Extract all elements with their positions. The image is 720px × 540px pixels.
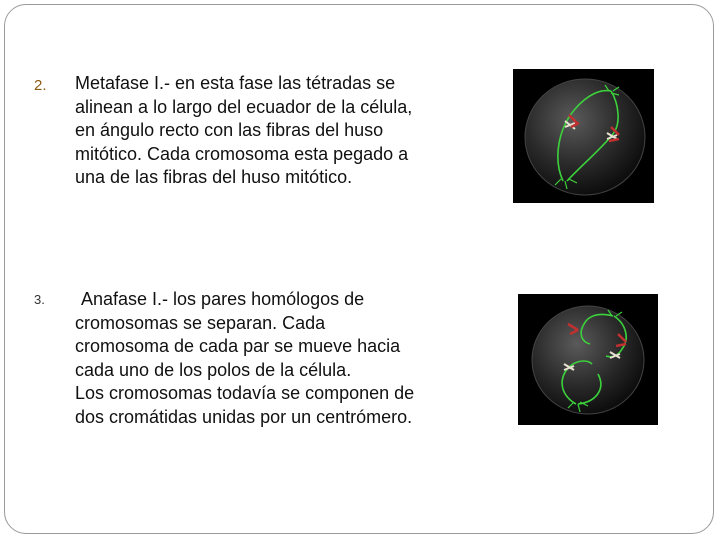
paragraph-line: alinean a lo largo del ecuador de la célula, — [75, 96, 413, 117]
item-number: 3. — [34, 292, 45, 307]
anaphase-cell-image — [518, 294, 658, 425]
paragraph-line: dos cromátidas unidas por un centrómero. — [75, 406, 413, 427]
paragraph-line: una de las fibras del huso mitótico. — [75, 167, 353, 187]
metaphase-cell-image — [513, 69, 654, 203]
metafase-title: Metafase I.- — [75, 73, 171, 93]
paragraph-line: mitótico. Cada cromosoma esta pegado a — [75, 143, 409, 164]
item-number: 2. — [34, 77, 47, 94]
paragraph-line: en ángulo recto con las fibras del huso — [75, 120, 384, 140]
anafase-paragraph — [75, 288, 475, 429]
metafase-paragraph — [75, 72, 475, 190]
paragraph-line: cromosoma de cada par se mueve hacia — [75, 336, 401, 356]
paragraph-line: cada uno de los polos de la célula. — [75, 359, 352, 380]
paragraph-line: Anafase I.- los pares homólogos de — [81, 289, 365, 309]
paragraph-line: Los cromosomas todavía se componen de — [75, 383, 415, 403]
anafase-title: Anafase I.- — [81, 289, 169, 309]
paragraph-line: cromosomas se separan. Cada — [75, 312, 326, 333]
paragraph-line: Metafase I.- en esta fase las tétradas se — [75, 73, 396, 93]
